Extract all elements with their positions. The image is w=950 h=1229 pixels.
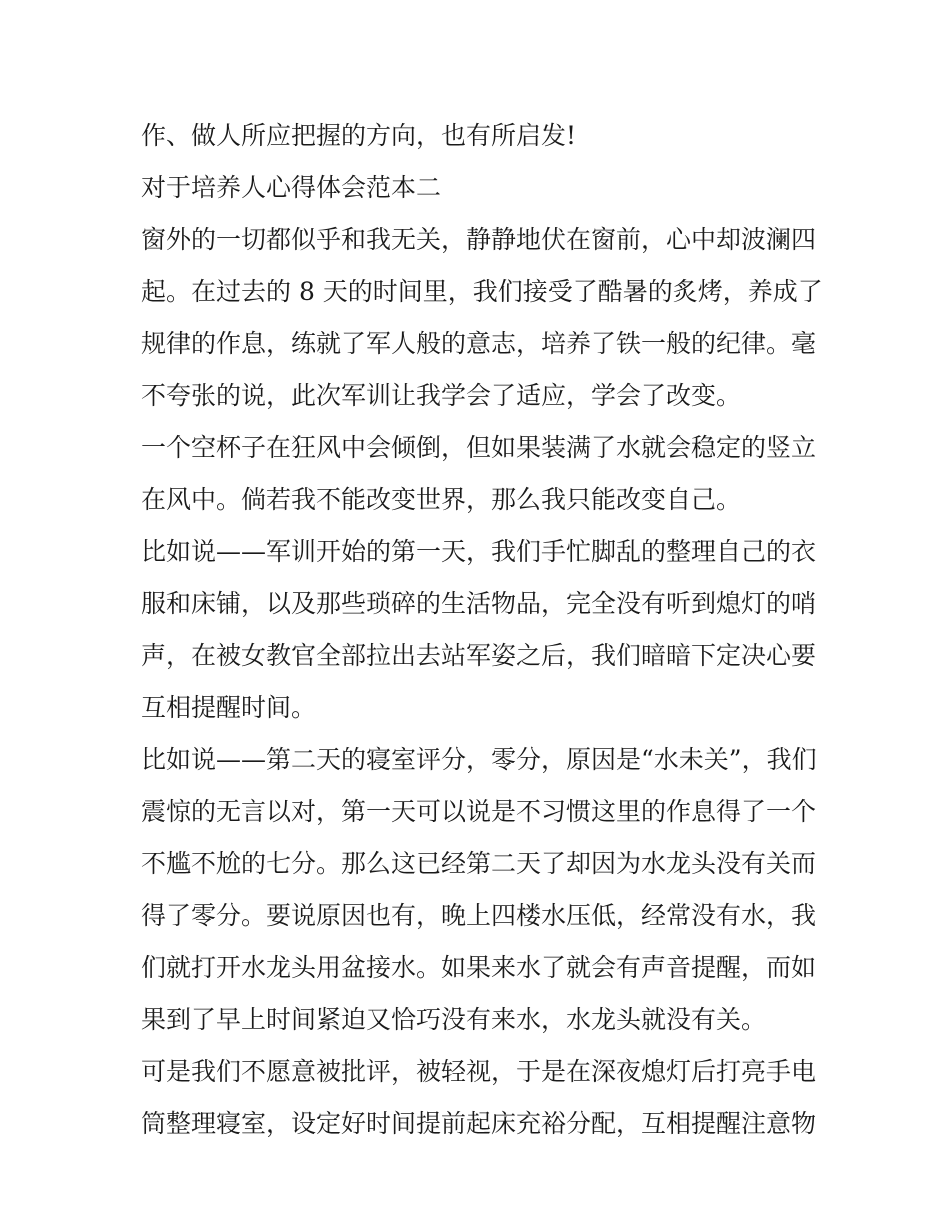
text-line: 不夸张的说，此次军训让我学会了适应，学会了改变。	[141, 381, 742, 410]
text-line: 得了零分。要说原因也有，晚上四楼水压低，经常没有水，我	[141, 901, 817, 930]
text-line: 窗外的一切都似乎和我无关，静静地伏在窗前，心中却波澜四	[141, 225, 817, 254]
text-line: 规律的作息，练就了军人般的意志，培养了铁一般的纪律。毫	[141, 329, 817, 358]
text-line: 可是我们不愿意被批评，被轻视，于是在深夜熄灯后打亮手电	[141, 1057, 817, 1086]
text-line: 比如说——第二天的寝室评分，零分，原因是“水未关”，我们	[141, 745, 817, 774]
text-line: 果到了早上时间紧迫又恰巧没有来水，水龙头就没有关。	[141, 1005, 767, 1034]
text-line: 服和床铺，以及那些琐碎的生活物品，完全没有听到熄灯的哨	[141, 589, 817, 618]
text-line: 一个空杯子在狂风中会倾倒，但如果装满了水就会稳定的竖立	[141, 433, 817, 462]
text-line: 互相提醒时间。	[141, 693, 317, 722]
text-line: 声，在被女教官全部拉出去站军姿之后，我们暗暗下定决心要	[141, 641, 817, 670]
text-line: 在风中。倘若我不能改变世界，那么我只能改变自己。	[141, 485, 742, 514]
text-line: 震惊的无言以对，第一天可以说是不习惯这里的作息得了一个	[141, 797, 817, 826]
text-line: 不尴不尬的七分。那么这已经第二天了却因为水龙头没有关而	[141, 849, 817, 878]
text-line: 们就打开水龙头用盆接水。如果来水了就会有声音提醒，而如	[141, 953, 817, 982]
document-body	[141, 110, 821, 1150]
text-line: 比如说——军训开始的第一天，我们手忙脚乱的整理自己的衣	[141, 537, 817, 566]
text-line: 起。在过去的 8 天的时间里，我们接受了酷暑的炙烤，养成了	[141, 277, 823, 306]
text-line: 作、做人所应把握的方向，也有所启发!	[141, 121, 577, 150]
section-heading: 对于培养人心得体会范本二	[141, 173, 442, 202]
text-line: 筒整理寝室，设定好时间提前起床充裕分配，互相提醒注意物	[141, 1109, 817, 1138]
